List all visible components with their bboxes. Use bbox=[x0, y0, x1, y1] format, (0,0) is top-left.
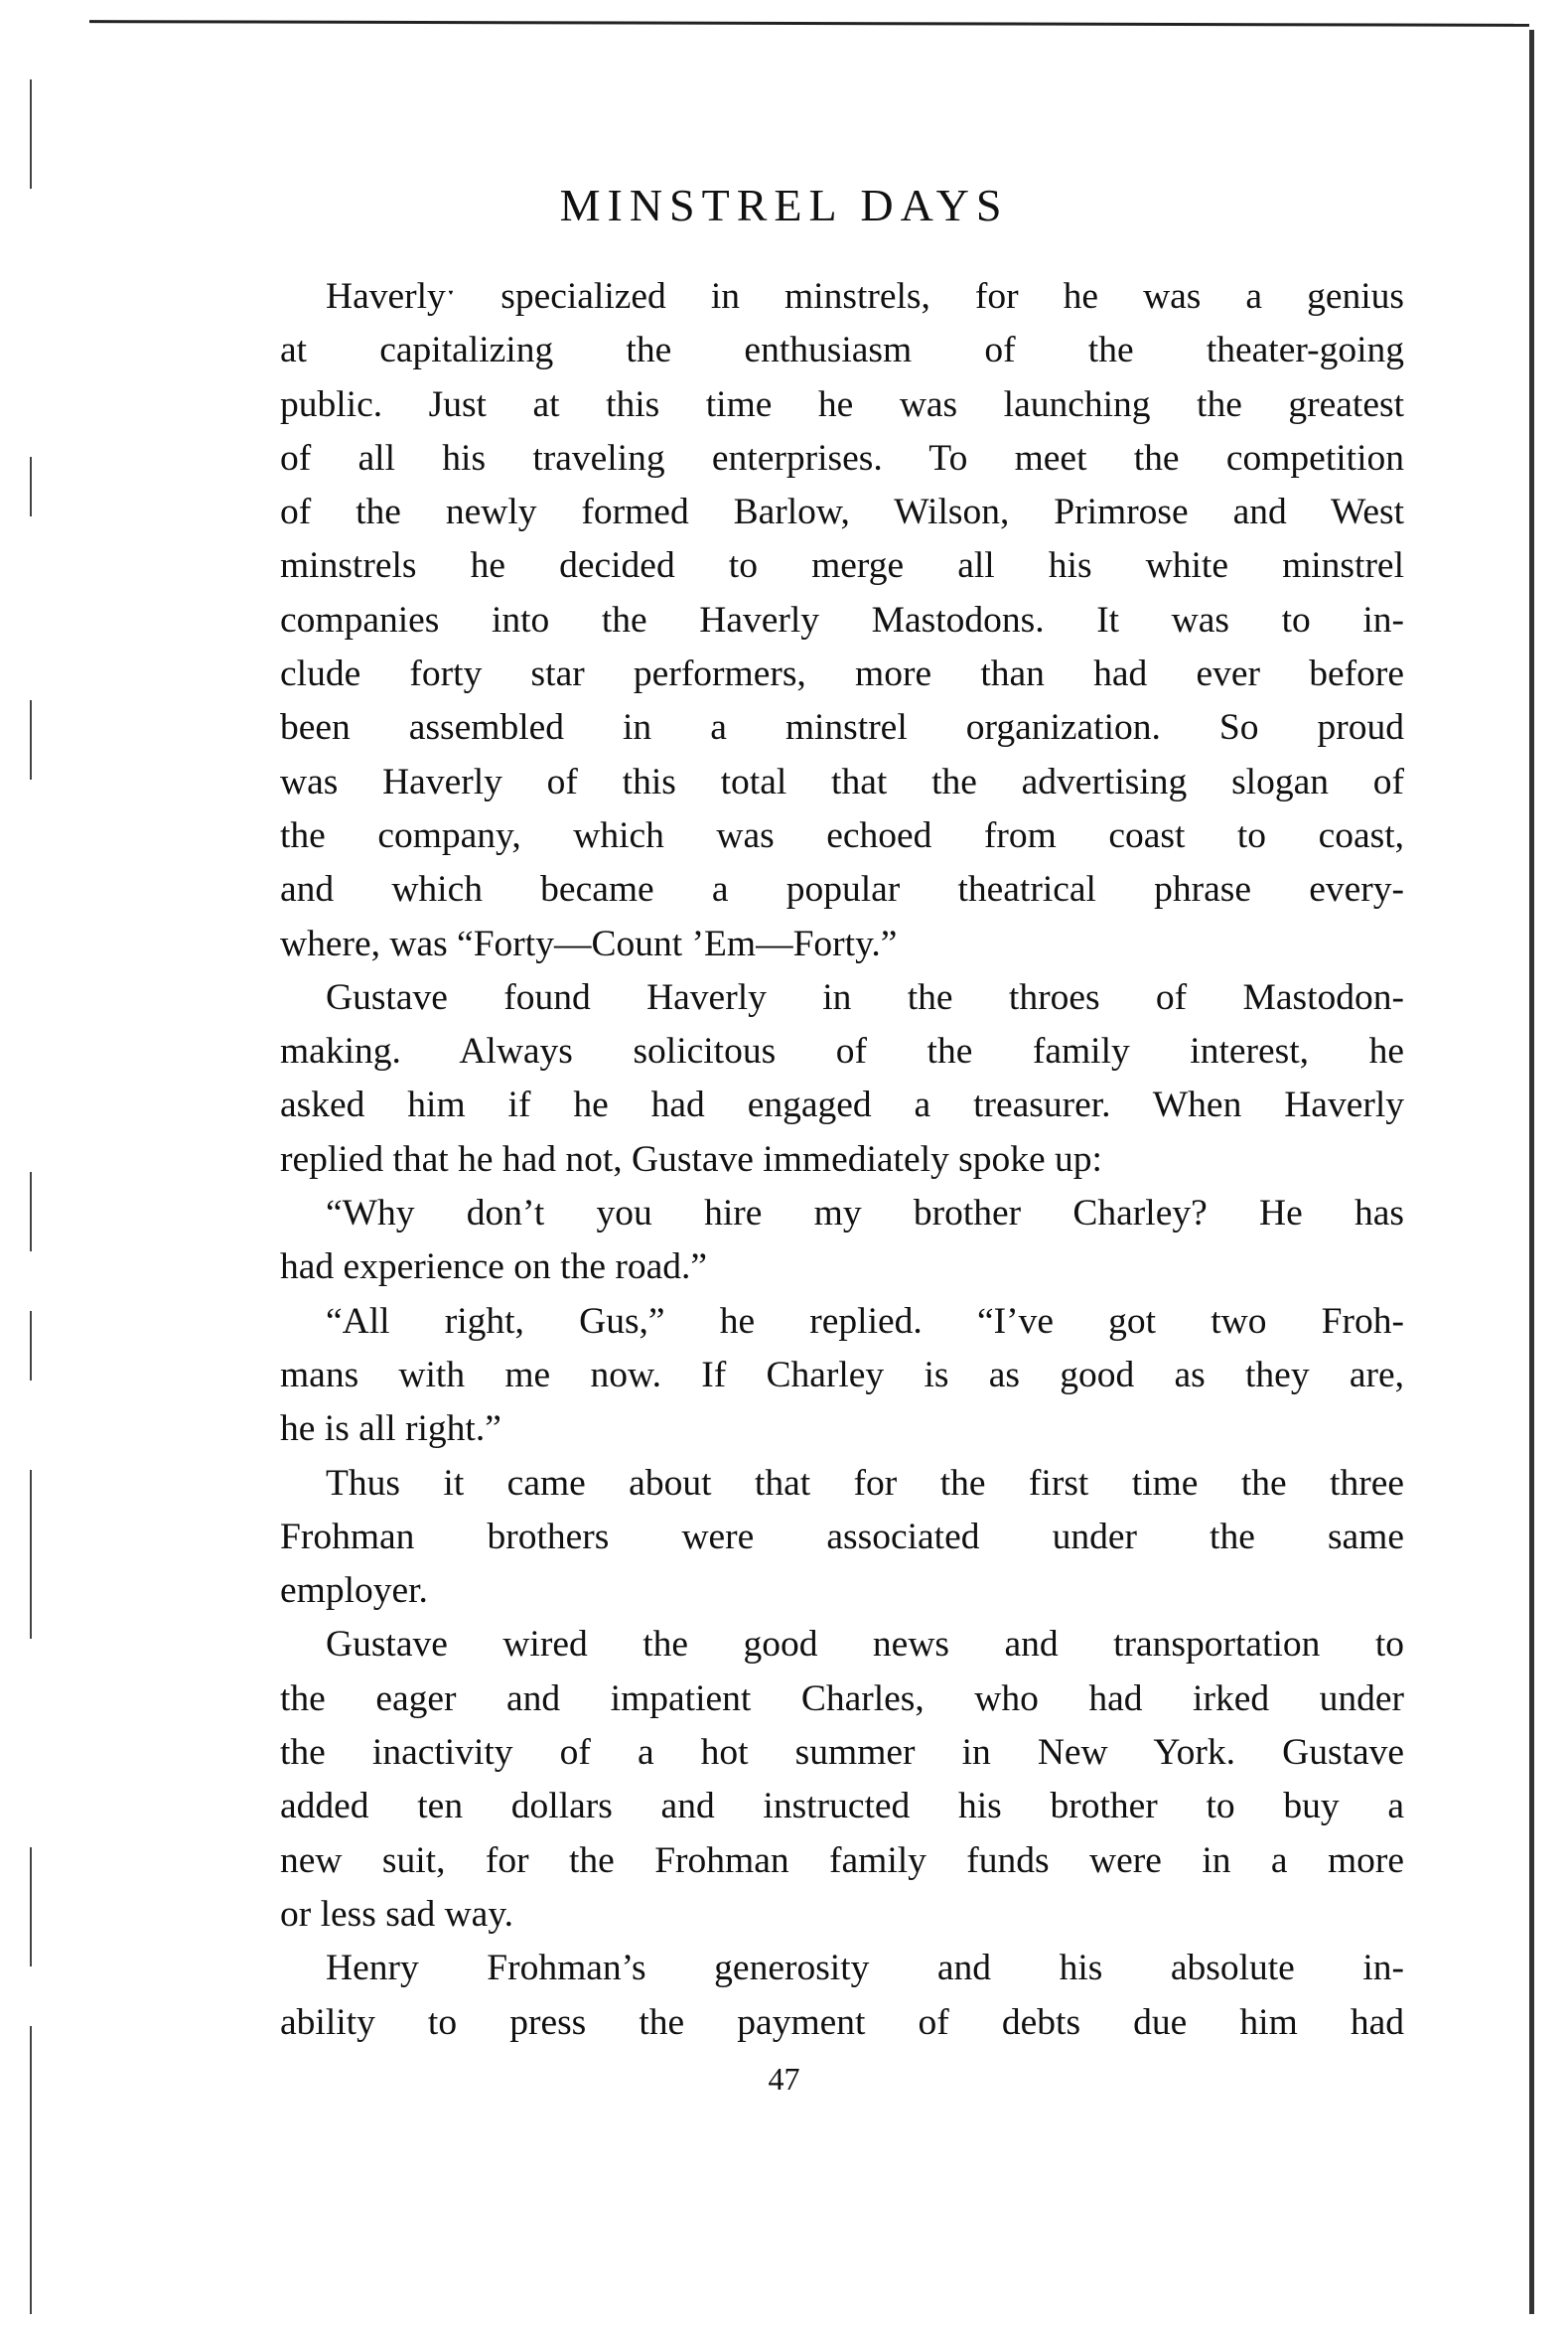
page-number: 47 bbox=[768, 2061, 800, 2097]
text-line: Henry Frohman’s generosity and his absolute in- bbox=[326, 1948, 1404, 1989]
text-line: Gustave wired the good news and transportation to bbox=[326, 1624, 1404, 1666]
paragraph bbox=[280, 270, 1404, 971]
text-line: the inactivity of a hot summer in New York. Gustave bbox=[280, 1732, 1404, 1774]
text-line: where, was “Forty—Count ’Em—Forty.” bbox=[280, 923, 898, 964]
text-line: companies into the Haverly Mastodons. It was to in- bbox=[280, 599, 1404, 641]
text-line: Gustave found Haverly in the throes of Mastodon- bbox=[326, 976, 1404, 1018]
text-line: at capitalizing the enthusiasm of the theater-going bbox=[280, 330, 1404, 371]
text-line: Thus it came about that for the first time the three bbox=[326, 1462, 1404, 1504]
text-line: “Why don’t you hire my brother Charley? He has bbox=[326, 1193, 1404, 1235]
text-line: mans with me now. If Charley is as good as they are, bbox=[280, 1354, 1404, 1395]
text-line: the company, which was echoed from coast to coast, bbox=[280, 814, 1404, 856]
text-line: public. Just at this time he was launching the greatest bbox=[280, 383, 1404, 425]
page-top-edge bbox=[89, 20, 1529, 27]
text-line: replied that he had not, Gustave immediately spoke up: bbox=[280, 1138, 1102, 1180]
text-line: new suit, for the Frohman family funds were in a more bbox=[280, 1839, 1404, 1881]
text-line: or less sad way. bbox=[280, 1893, 514, 1935]
text-line: “All right, Gus,” he replied. “I’ve got two Froh- bbox=[326, 1300, 1404, 1342]
text-line: minstrels he decided to merge all his white minstrel bbox=[280, 545, 1404, 587]
text-line: had experience on the road.” bbox=[280, 1246, 707, 1288]
body-text bbox=[280, 270, 1404, 2050]
text-line: asked him if he had engaged a treasurer. When Haverly bbox=[280, 1085, 1404, 1126]
binding-marks bbox=[30, 79, 34, 2314]
text-line: of the newly formed Barlow, Wilson, Primrose and West bbox=[280, 492, 1404, 533]
text-line: been assembled in a minstrel organization. So proud bbox=[280, 707, 1404, 749]
text-line: was Haverly of this total that the advertising slogan of bbox=[280, 761, 1404, 802]
text-line: Frohman brothers were associated under the same bbox=[280, 1516, 1404, 1557]
running-head: MINSTREL DAYS bbox=[559, 180, 1009, 230]
paragraph bbox=[280, 1457, 1404, 1619]
paragraph bbox=[280, 1295, 1404, 1457]
text-line: clude forty star performers, more than had ever before bbox=[280, 654, 1404, 695]
text-line: ability to press the payment of debts due him had bbox=[280, 2001, 1404, 2043]
text-line: he is all right.” bbox=[280, 1408, 501, 1450]
text-line: added ten dollars and instructed his brother to buy a bbox=[280, 1786, 1404, 1827]
text-line: of all his traveling enterprises. To meet the competition bbox=[280, 437, 1404, 479]
text-line: making. Always solicitous of the family interest, he bbox=[280, 1031, 1404, 1073]
paragraph bbox=[280, 1187, 1404, 1295]
text-line: employer. bbox=[280, 1570, 428, 1612]
page-right-edge bbox=[1529, 30, 1534, 2314]
paragraph bbox=[280, 971, 1404, 1187]
text-line: Haverlyˑ specialized in minstrels, for he was a genius bbox=[326, 276, 1404, 317]
text-line: the eager and impatient Charles, who had irked under bbox=[280, 1677, 1404, 1719]
text-line: and which became a popular theatrical phrase every- bbox=[280, 869, 1404, 911]
paragraph bbox=[280, 1942, 1404, 2050]
paragraph bbox=[280, 1618, 1404, 1942]
